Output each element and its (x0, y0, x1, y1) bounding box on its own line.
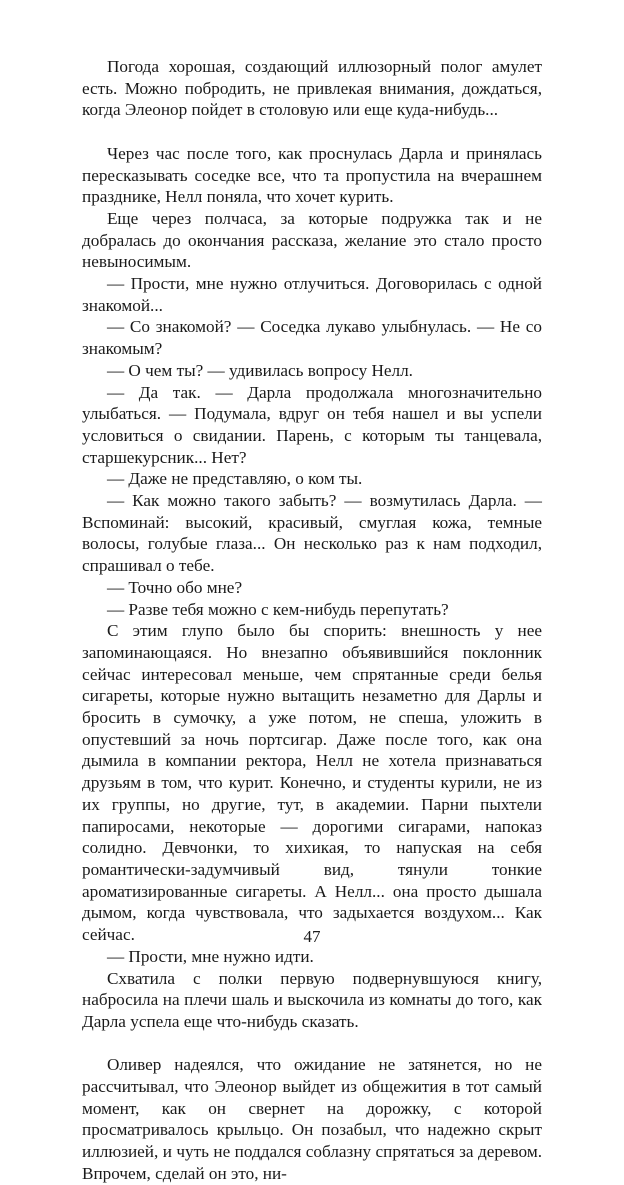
dialogue-line: — Точно обо мне? (106, 577, 243, 597)
dialogue-line: — О чем ты? — удивилась вопросу Нелл. (106, 360, 413, 380)
paragraph: Схватила с полки первую подвернувшуюся книгу, набросила на плечи шаль и выскочила из комнаты до того, как Дарла успела еще что-нибудь сказать. (82, 968, 542, 1031)
dialogue-line: — Прости, мне нужно отлучиться. Договорилась с одной знакомой... (82, 274, 542, 315)
dialogue-line: — Прости, мне нужно идти. (106, 946, 314, 966)
paragraph: Еще через полчаса, за которые подружка так и не добралась до окончания рассказа, желание это стало просто невыносимым. (82, 208, 542, 272)
page-number: 47 (303, 927, 321, 946)
dialogue-line: — Даже не представляю, о ком ты. (106, 469, 363, 489)
dialogue-line: — Да так. — Дарла продолжала многозначительно улыбаться. — Подумала, вдруг он тебя нашел и вы успели условиться о свидании. Парень, с которым ты танцевала, старшекурсник... Нет? (82, 382, 542, 467)
paragraph: Через час после того, как проснулась Дарла и принялась пересказывать соседке все, что та пропустила на вчерашнем празднике, Нелл поняла, что хочет курить. (82, 143, 542, 207)
book-page-text (82, 56, 542, 1185)
paragraph: С этим глупо было бы спорить: внешность у нее запоминающаяся. Но внезапно объявившийся поклонник сейчас интересовал меньше, чем спрятанные среди белья сигареты, которые нужно вытащить незаметно для Дарлы и бросить в сумочку, а уже потом, не спеша, уложить в опустевший за ночь портсигар. Даже после того, как она дымила в компании ректора, Нелл не хотела признаваться друзьям в том, что курит. Конечно, и студенты курили, не из их группы, но другие, тут, в академии. Парни пыхтели папиросами, некоторые — дорогими сигарами, напоказ солидно. Девчонки, то хихикая, то напуская на себя романтически-задумчивый вид, тянули тонкие ароматизированные сигареты. А Нелл... она просто дышала дымом, когда чувствовала, что задыхается воздухом... Как сейчас. (82, 621, 542, 945)
dialogue-line: — Как можно такого забыть? — возмутилась Дарла. — Вспоминай: высокий, красивый, смуглая кожа, темные волосы, голубые глаза... Он несколько раз к нам подходил, спрашивал о тебе. (82, 491, 542, 576)
dialogue-line: — Со знакомой? — Соседка лукаво улыбнулась. — Не со знакомым? (82, 317, 542, 359)
paragraph: Погода хорошая, создающий иллюзорный полог амулет есть. Можно побродить, не привлекая внимания, дождаться, когда Элеонор пойдет в столовую или еще куда-нибудь... (82, 57, 542, 120)
paragraph: Оливер надеялся, что ожидание не затянется, но не рассчитывал, что Элеонор выйдет из общежития в тот самый момент, как он свернет на дорожку, с которой просматривалось крыльцо. Он позабыл, что надежно скрыт иллюзией, и чуть не поддался соблазну спрятаться за деревом. Впрочем, сделай он это, ни- (82, 1055, 542, 1183)
dialogue-line: — Разве тебя можно с кем-нибудь перепутать? (106, 599, 449, 619)
